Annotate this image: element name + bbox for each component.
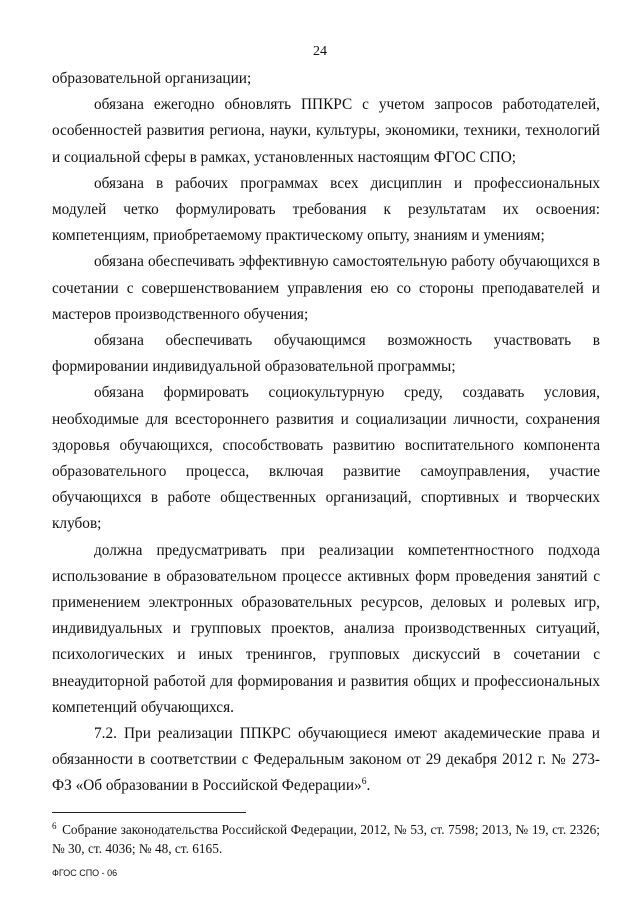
paragraph-text: 7.2. При реализации ППКРС обучающиеся имеют академические права и обязанности в соответствии с Федеральным законом от 29 декабря 2012 г. № 273-ФЗ «Об образовании в Российской Федерации» bbox=[52, 725, 600, 795]
body-text bbox=[52, 66, 600, 800]
paragraph: образовательной организации; bbox=[52, 70, 252, 87]
running-footer: ФГОС СПО - 06 bbox=[52, 868, 118, 878]
page-number: 24 bbox=[313, 44, 327, 59]
paragraph-7-2: 7.2. При реализации ППКРС обучающиеся имеют академические права и обязанности в соответствии с Федеральным законом от 29 декабря 2012 г. № 273-ФЗ «Об образовании в Российской Федерации»$^6$. bbox=[52, 725, 600, 795]
paragraph: должна предусматривать при реализации компетентностного подхода использование в образовательном процессе активных форм проведения занятий с применением электронных образовательных ресурсов, деловых и ролевых игр, индивидуальных и групповых проектов, анализа производственных ситуаций, психологических и иных тренингов, групповых дискуссий в сочетании с внеаудиторной работой для формирования и развития общих и профессиональных компетенций обучающихся. bbox=[52, 541, 600, 716]
paragraph: обязана в рабочих программах всех дисциплин и профессиональных модулей четко формулировать требования к результатам их освоения: компетенциям, приобретаемому практическому опыту, знаниям и умениям; bbox=[52, 174, 600, 245]
footnote-reference[interactable]: 6 bbox=[361, 777, 367, 788]
footnote-divider bbox=[52, 812, 246, 813]
paragraph: обязана обеспечивать эффективную самостоятельную работу обучающихся в сочетании с совершенствованием управления ею со стороны преподавателей и мастеров производственного обучения; bbox=[52, 253, 600, 323]
footnote-number: 6 bbox=[52, 820, 57, 831]
paragraph: обязана формировать социокультурную среду, создавать условия, необходимые для всестороннего развития и социализации личности, сохранения здоровья обучающихся, способствовать развитию воспитательного компонента образовательного процесса, включая развитие самоуправления, участие обучающихся в работе общественных организаций, спортивных и творческих клубов; bbox=[52, 384, 600, 533]
footnote bbox=[52, 820, 600, 858]
paragraph: обязана обеспечивать обучающимся возможность участвовать в формировании индивидуальной образовательной программы; bbox=[52, 332, 600, 376]
footnote-text: Собрание законодательства Российской Федерации, 2012, № 53, ст. 7598; 2013, № 19, ст. 2326; № 30, ст. 4036; № 48, ст. 6165. bbox=[52, 822, 600, 856]
paragraph: обязана ежегодно обновлять ППКРС с учетом запросов работодателей, особенностей развития региона, науки, культуры, экономики, техники, технологий и социальной сферы в рамках, установленных настоящим ФГОС СПО; bbox=[52, 96, 600, 166]
